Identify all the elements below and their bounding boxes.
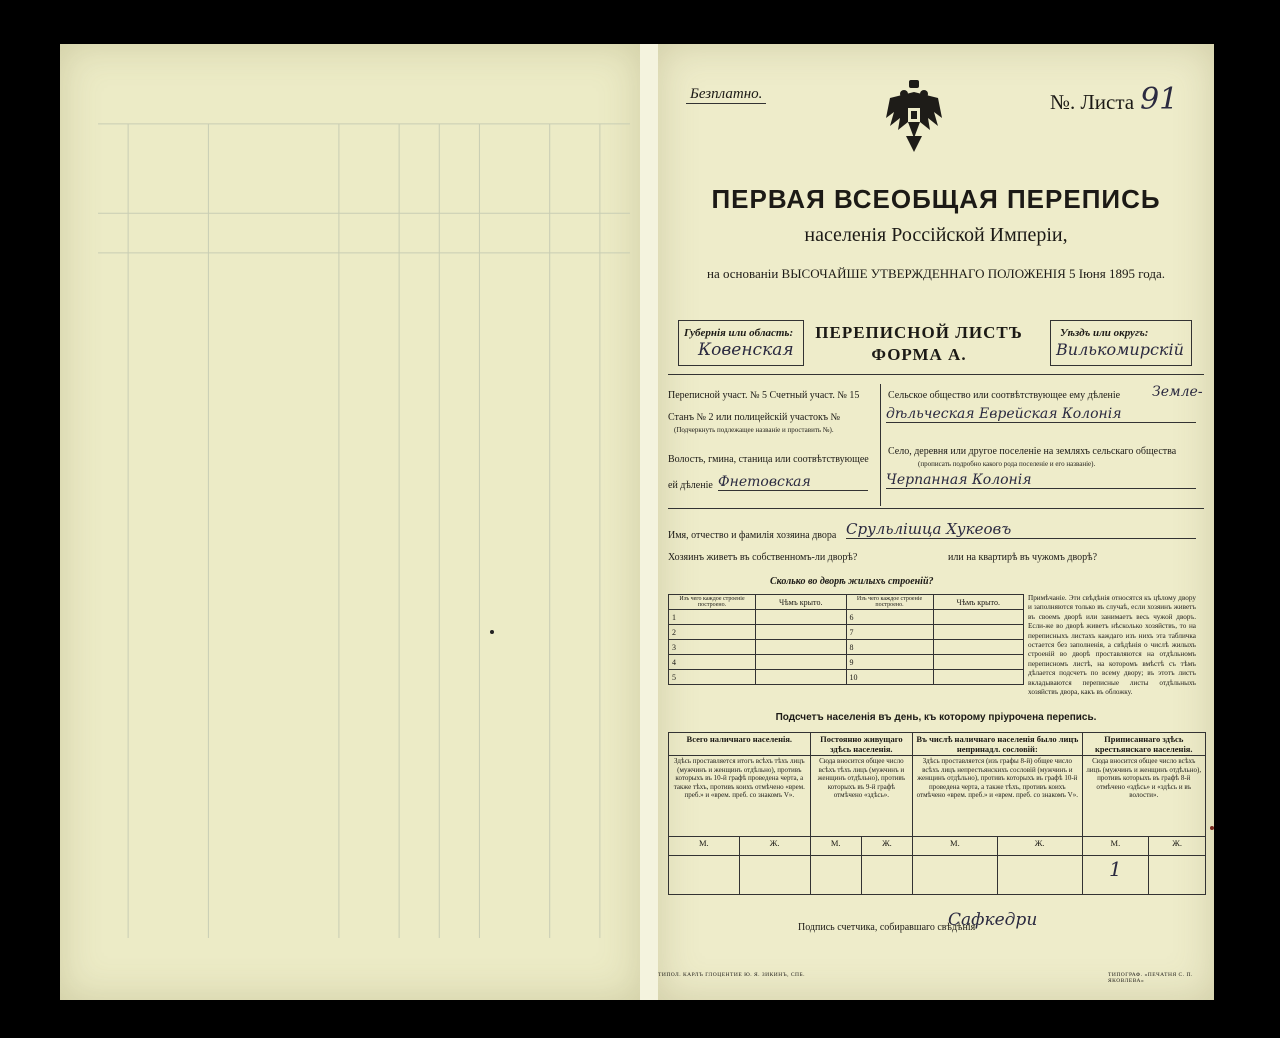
- volost-label: ей дѣленіе: [668, 480, 713, 491]
- left-page: [60, 44, 640, 1000]
- male-col: М.: [913, 837, 998, 856]
- summary-desc: Здѣсь проставляется итогъ всѣхъ тѣхъ лицъ (мужчинъ и женщинъ отдѣльно), противъ которыхъ въ 10-й графѣ проведена черта, а также тѣхъ, противъ коихъ отмѣчено «врем. преб.» и «врем. преб. со знакомъ V».: [669, 756, 811, 837]
- form-title: [814, 322, 1024, 366]
- village-line: Село, деревня или другое поселеніе на земляхъ сельскаго общества: [888, 446, 1177, 457]
- summary-title: Подсчетъ населенія въ день, къ которому пріурочена перепись.: [775, 712, 1097, 723]
- female-col: Ж.: [861, 837, 912, 856]
- volost-line: Волость, гмина, станица или соотвѣтствующее: [668, 454, 869, 465]
- peasant-male-value: 1: [1082, 856, 1149, 895]
- col-header-roof: Чѣмъ крыто.: [933, 595, 1024, 610]
- summary-header: Всего наличнаго населенія.: [669, 733, 811, 756]
- society-value-b: дѣльческая Еврейская Колонія: [886, 406, 1196, 423]
- stan-note: (Подчеркнуть подлежащее названіе и проставить №).: [674, 426, 834, 434]
- uezd-value: Вилькомирскій: [1056, 340, 1184, 359]
- form-title-line1: ПЕРЕПИСНОЙ ЛИСТЪ: [815, 323, 1023, 342]
- village-value: Черпанная Колонія: [886, 472, 1196, 489]
- double-headed-eagle-icon: [884, 78, 944, 154]
- row-number: 1: [669, 610, 756, 625]
- summary-header: Постоянно живущаго здѣсь населенія.: [810, 733, 913, 756]
- owner-value: Срульлішца Хукеовъ: [846, 520, 1196, 539]
- ink-spot: [1210, 826, 1214, 830]
- row-number: 2: [669, 625, 756, 640]
- uezd-label: Уѣздъ или округъ:: [1060, 327, 1149, 339]
- male-col: М.: [669, 837, 740, 856]
- female-col: Ж.: [739, 837, 810, 856]
- printer-imprint-right: ТИПОГРАФ. «ПЕЧАТНЯ С. П. ЯКОВЛЕВА»: [1108, 972, 1193, 984]
- summary-desc: Здѣсь проставляется (изъ графы 8-й) общее число всѣхъ лицъ непрестьянскихъ сословій (мужчинъ и женщинъ отдѣльно), противъ которыхъ въ графѣ 10-й проведена черта, а также тѣхъ, противъ коихъ отмѣчено «врем. преб.» и «врем. преб. со знакомъ V».: [913, 756, 1082, 837]
- divider: [668, 374, 1204, 375]
- col-header-roof: Чѣмъ крыто.: [756, 595, 847, 610]
- census-district-line: Переписной участ. № 5 Счетный участ. № 15: [668, 390, 860, 401]
- society-line: Сельское общество или соотвѣтствующее ему дѣленіе: [888, 390, 1121, 401]
- note-text: Примѣчаніе. Эти свѣдѣнія относятся къ цѣлому двору и заполняются только въ случаѣ, если хозяинъ живетъ въ своемъ дворѣ или занимаетъ весь чужой дворъ. Если-же во дворѣ живетъ нѣсколько хозяйствъ, то на переписныхъ листахъ каждаго изъ нихъ эта табличка остается без заполненія, а свѣдѣнія о числѣ жилыхъ строеній во дворѣ проставляются на отдѣльномъ переписномъ листѣ, на которомъ вмѣстѣ съ тѣмъ дѣлается подсчетъ по всему двору; въ этотъ листъ вкладываются переписные листы отдѣльныхъ хозяйствъ двора, какъ въ обложку.: [1028, 594, 1196, 697]
- signature-label: Подпись счетчика, собиравшаго свѣдѣнія: [798, 922, 976, 933]
- divider: [668, 508, 1204, 509]
- census-form-page: [658, 44, 1214, 1000]
- row-number: 3: [669, 640, 756, 655]
- free-label: Безплатно.: [686, 86, 766, 104]
- row-number: 9: [846, 655, 933, 670]
- population-summary-table: [668, 732, 1206, 895]
- stan-line: Станъ № 2 или полицейскій участокъ №: [668, 412, 841, 423]
- printer-imprint-left: ТИПОЛ. КАРЛЪ ГЛОЦЕНТИЕ Ю. Я. ЗИКИНЪ, СПБ.: [658, 972, 806, 978]
- sub-title: населенія Россійской Имперіи,: [804, 224, 1068, 246]
- form-title-line2: ФОРМА А.: [871, 345, 967, 364]
- speck: [490, 630, 494, 634]
- governorate-value: Ковенская: [698, 340, 794, 360]
- summary-header: Въ числѣ наличнаго населенія было лицъ непринадл. сословій:: [913, 733, 1082, 756]
- gutter: [640, 44, 658, 1000]
- summary-desc: Сюда вносится общее число всѣхъ тѣхъ лицъ (мужчинъ и женщинъ отдѣльно), противъ которыхъ въ 9-й графѣ отмѣчено «здѣсь».: [810, 756, 913, 837]
- row-number: 10: [846, 670, 933, 685]
- owner-residence-mid: или на квартирѣ въ чужомъ дворѣ?: [948, 552, 1098, 563]
- summary-desc: Сюда вносится общее число всѣхъ лицъ (мужчинъ и женщинъ отдѣльно), противъ которыхъ въ графѣ 8-й отмѣчено «здѣсь» и «здѣсь и въ волости».: [1082, 756, 1206, 837]
- row-number: 8: [846, 640, 933, 655]
- society-value-a: Земле-: [1152, 384, 1203, 400]
- owner-residence-label: Хозяинъ живетъ въ собственномъ-ли дворѣ?: [668, 552, 858, 563]
- owner-label: Имя, отчество и фамилія хозяина двора: [668, 530, 837, 541]
- sheet-number-value: 91: [1140, 82, 1179, 117]
- female-col: Ж.: [1149, 837, 1206, 856]
- male-col: М.: [810, 837, 861, 856]
- buildings-question: Сколько во дворѣ жилыхъ строеній?: [770, 576, 934, 587]
- row-number: 7: [846, 625, 933, 640]
- village-note: (прописать подробно какого рода поселеніе и его названіе).: [918, 460, 1096, 468]
- volost-value: Фнетовская: [718, 474, 868, 491]
- main-title: ПЕРВАЯ ВСЕОБЩАЯ ПЕРЕПИСЬ: [711, 184, 1161, 214]
- governorate-label: Губернія или область:: [684, 327, 794, 339]
- divider: [880, 384, 881, 506]
- sheet-number: [1050, 82, 1178, 117]
- signature-value: Сафкедри: [948, 910, 1038, 930]
- bleed-through-grid: [98, 104, 630, 938]
- row-number: 4: [669, 655, 756, 670]
- male-col: М.: [1082, 837, 1149, 856]
- row-number: 5: [669, 670, 756, 685]
- col-header-material: Изъ чего каждое строеніе построено.: [846, 595, 933, 610]
- female-col: Ж.: [997, 837, 1082, 856]
- sheet-number-label: №. Листа: [1050, 90, 1135, 114]
- basis-line: на основаніи ВЫСОЧАЙШЕ УТВЕРЖДЕННАГО ПОЛОЖЕНІЯ 5 Іюня 1895 года.: [706, 266, 1166, 281]
- buildings-table: [668, 594, 1024, 685]
- col-header-material: Изъ чего каждое строеніе построено.: [669, 595, 756, 610]
- row-number: 6: [846, 610, 933, 625]
- summary-header: Приписаннаго здѣсь крестьянскаго населенія.: [1082, 733, 1206, 756]
